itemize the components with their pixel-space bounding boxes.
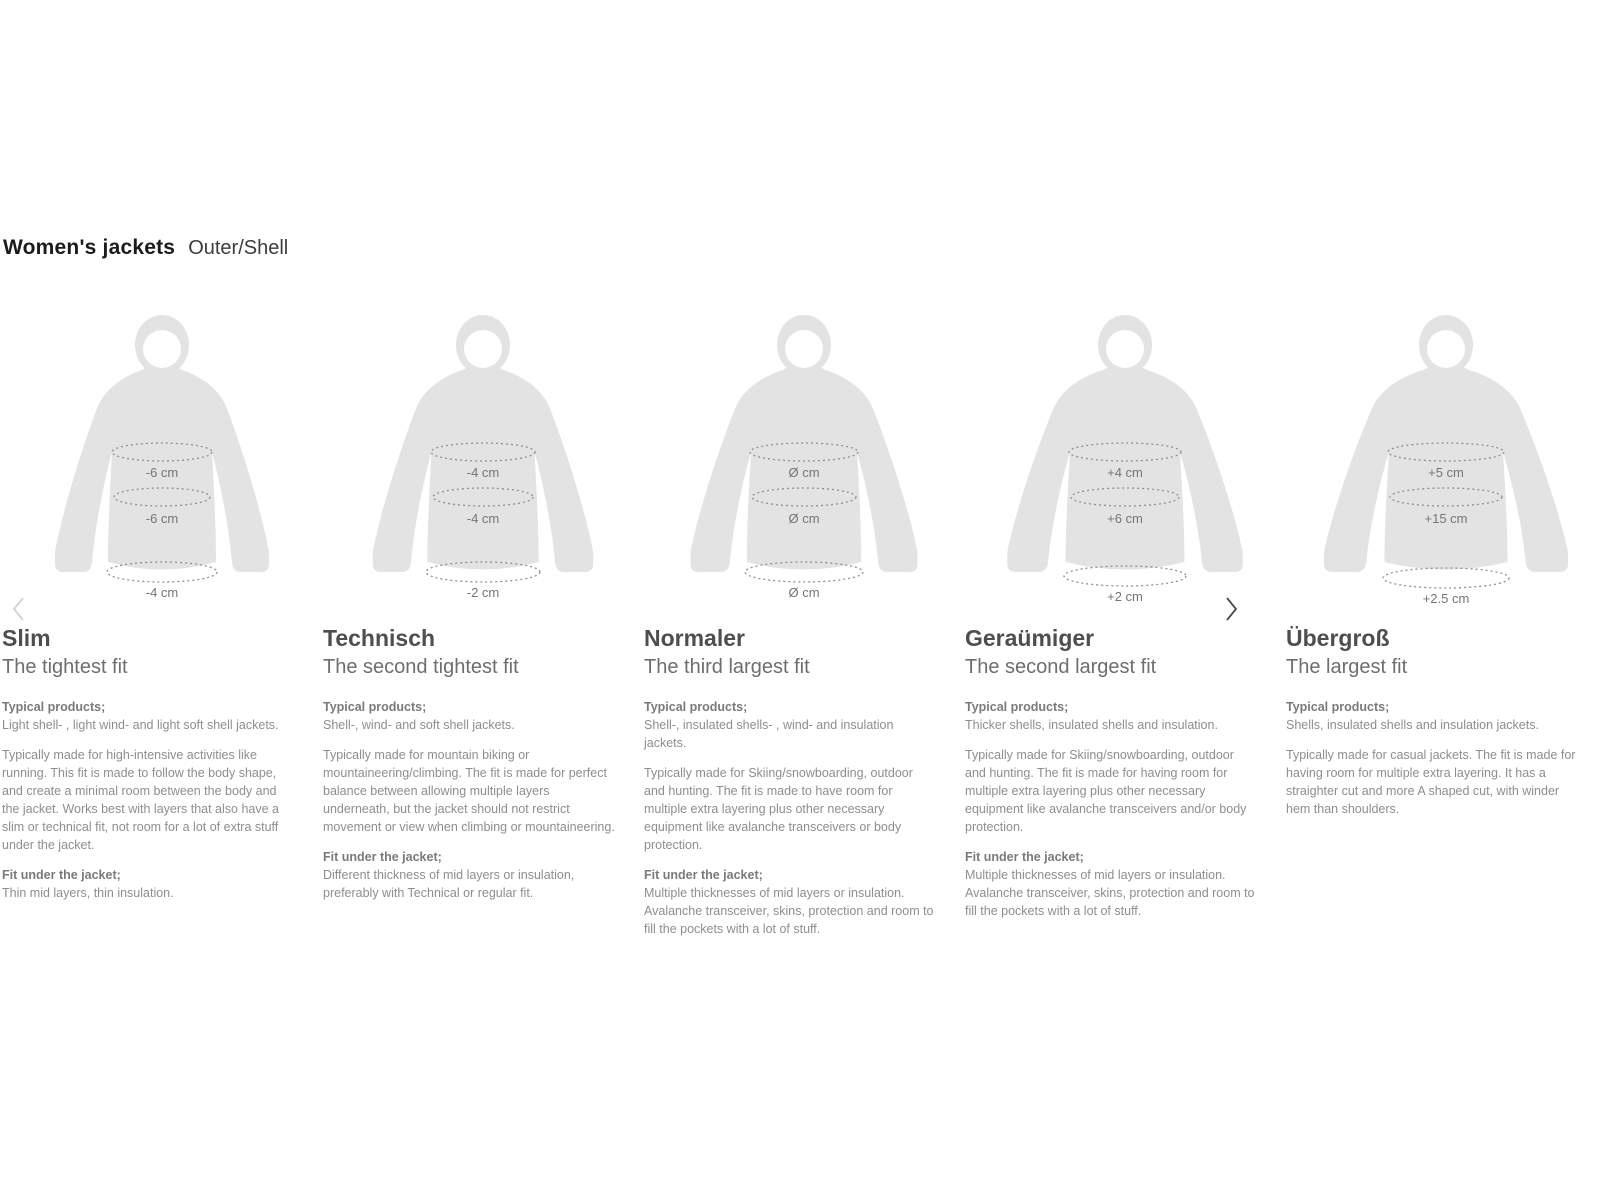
fit-title: Normaler: [644, 625, 745, 651]
fit-description: Typically made for high-intensive activities like running. This fit is made to follow the body shape, and create a minimal room between the body and the jacket. Works best with layers that also have a slim or technical fit, not room for a lot of extra stuff under the jacket.: [2, 748, 279, 852]
fit-title: Technisch: [323, 625, 436, 651]
typical-products-label: Typical products;: [644, 700, 748, 714]
hem-measurement: -2 cm: [466, 585, 500, 600]
fit-under-jacket-label: Fit under the jacket;: [2, 868, 121, 882]
hem-measurement: -4 cm: [145, 585, 179, 600]
fit-details: [1286, 698, 1578, 818]
typical-products-text: Thicker shells, insulated shells and insulation.: [965, 718, 1218, 732]
fit-under-jacket-label: Fit under the jacket;: [323, 850, 442, 864]
chest-measurement: -4 cm: [466, 465, 500, 480]
fit-subtitle: The tightest fit: [2, 656, 128, 678]
hem-girth-ellipse: [1383, 568, 1509, 588]
fit-card-normaler: [644, 300, 965, 938]
fit-under-jacket-label: Fit under the jacket;: [965, 850, 1084, 864]
jacket-silhouette: [965, 300, 1285, 604]
fits-carousel: [2, 300, 1600, 938]
waist-measurement: -6 cm: [145, 511, 179, 526]
typical-products-text: Shells, insulated shells and insulation jackets.: [1286, 718, 1539, 732]
hem-measurement: +2 cm: [1107, 589, 1143, 604]
jacket-silhouette: [2, 300, 322, 600]
chest-measurement: +5 cm: [1428, 465, 1464, 480]
fit-subtitle: The second largest fit: [965, 656, 1157, 678]
chest-measurement: +4 cm: [1107, 465, 1143, 480]
waist-measurement: +15 cm: [1424, 511, 1468, 526]
hood-opening-shape: [143, 330, 181, 368]
fit-subtitle: The third largest fit: [644, 656, 810, 678]
waist-measurement: Ø cm: [788, 511, 820, 526]
typical-products-label: Typical products;: [965, 700, 1069, 714]
chevron-left-icon: [9, 594, 29, 624]
hood-opening-shape: [1106, 330, 1144, 368]
typical-products-text: Light shell- , light wind- and light soft shell jackets.: [2, 718, 279, 732]
chevron-right-icon: [1221, 594, 1241, 624]
typical-products-text: Shell-, insulated shells- , wind- and insulation jackets.: [644, 718, 894, 750]
fit-details: [2, 698, 294, 902]
fit-card-technisch: [323, 300, 644, 938]
fit-under-jacket-text: Thin mid layers, thin insulation.: [2, 886, 174, 900]
fit-description: Typically made for mountain biking or mountaineering/climbing. The fit is made for perfect balance between allowing multiple layers underneath, but the jacket should not restrict movement or view when climbing or mountaineering.: [323, 748, 615, 834]
fit-under-jacket-text: Multiple thicknesses of mid layers or insulation. Avalanche transceiver, skins, protection and room to fill the pockets with a lot of stuff.: [644, 886, 934, 936]
fit-title: Übergroß: [1286, 625, 1390, 651]
typical-products-label: Typical products;: [323, 700, 427, 714]
fit-details: [644, 698, 936, 938]
hood-opening-shape: [785, 330, 823, 368]
hem-measurement: Ø cm: [788, 585, 820, 600]
fit-card-slim: [2, 300, 323, 938]
fit-details: [965, 698, 1257, 920]
waist-measurement: -4 cm: [466, 511, 500, 526]
carousel-next-button[interactable]: [1218, 592, 1244, 626]
fit-description: Typically made for Skiing/snowboarding, outdoor and hunting. The fit is made for having room for multiple extra layering plus other necessary equipment like avalanche transceivers and/or body protection.: [965, 748, 1247, 834]
fit-title: Geraümiger: [965, 625, 1095, 651]
fit-details: [323, 698, 615, 902]
waist-measurement: +6 cm: [1107, 511, 1143, 526]
hem-measurement: +2.5 cm: [1422, 591, 1470, 606]
hood-opening-shape: [464, 330, 502, 368]
jacket-silhouette: [1286, 300, 1600, 606]
fit-description: Typically made for casual jackets. The fit is made for having room for multiple extra layering. It has a straighter cut and more A shaped cut, with winder hem than shoulders.: [1286, 748, 1576, 816]
fit-under-jacket-text: Different thickness of mid layers or insulation, preferably with Technical or regular fit.: [323, 868, 575, 900]
jacket-silhouette: [323, 300, 643, 600]
fit-under-jacket-label: Fit under the jacket;: [644, 868, 763, 882]
typical-products-text: Shell-, wind- and soft shell jackets.: [323, 718, 515, 732]
hood-opening-shape: [1427, 330, 1465, 368]
fit-description: Typically made for Skiing/snowboarding, outdoor and hunting. The fit is made to have room for multiple extra layering plus other necessary equipment like avalanche transceivers or body protection.: [644, 766, 913, 852]
fit-subtitle: The second tightest fit: [323, 656, 519, 678]
jacket-silhouette: [644, 300, 964, 600]
fit-card-ubergross: [1286, 300, 1600, 938]
page-category: Outer/Shell: [188, 237, 289, 259]
chest-measurement: Ø cm: [788, 465, 820, 480]
chest-measurement: -6 cm: [145, 465, 179, 480]
page-title: Women's jackets: [3, 236, 176, 259]
fit-subtitle: The largest fit: [1286, 656, 1408, 678]
fit-title: Slim: [2, 625, 51, 651]
fit-under-jacket-text: Multiple thicknesses of mid layers or insulation. Avalanche transceiver, skins, protection and room to fill the pockets with a lot of stuff.: [965, 868, 1255, 918]
page-header: [3, 236, 288, 260]
carousel-prev-button[interactable]: [6, 592, 32, 626]
typical-products-label: Typical products;: [2, 700, 106, 714]
typical-products-label: Typical products;: [1286, 700, 1390, 714]
